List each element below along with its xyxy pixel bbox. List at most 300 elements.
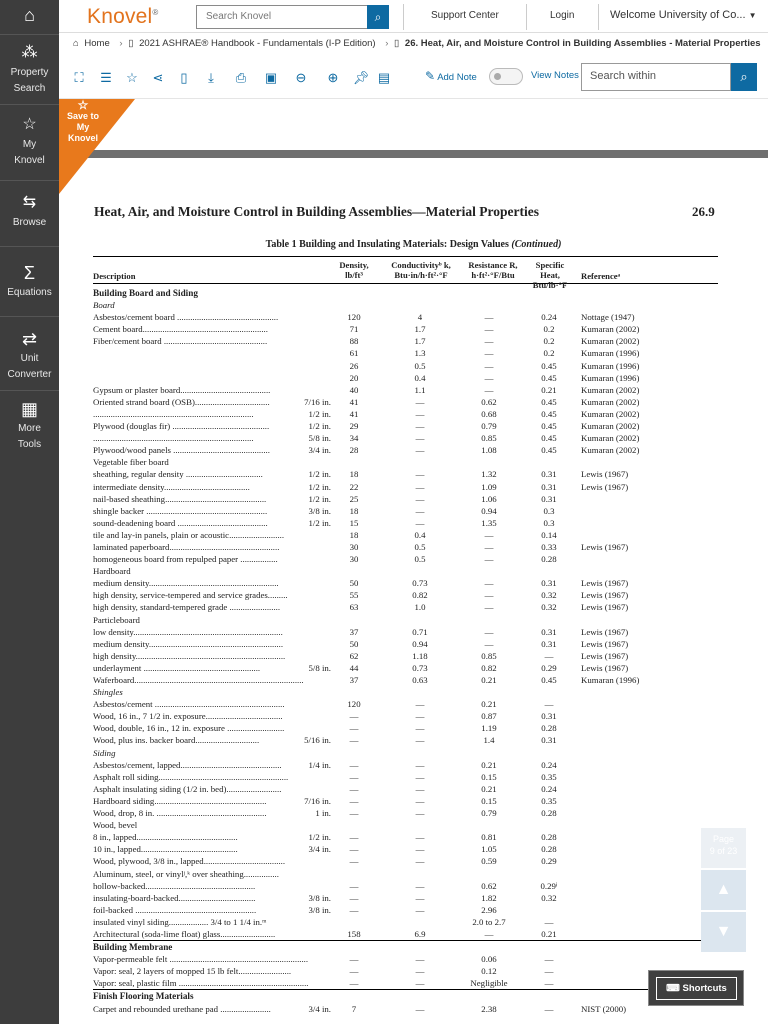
row-conductivity: — [415, 469, 425, 480]
row-thickness: 3/8 in. [308, 904, 331, 915]
row-conductivity: 1.18 [412, 650, 428, 661]
row-description: laminated paperboard.................................................. [93, 541, 280, 552]
row-density: 120 [347, 699, 361, 710]
book-icon: ▯ [128, 38, 134, 49]
home-icon: ⌂ [73, 38, 79, 49]
row-description: homogeneous board from repulped paper ................. [93, 554, 278, 565]
notes-toggle[interactable] [489, 68, 523, 85]
search-icon: ⌕ [740, 69, 748, 84]
share-icon[interactable]: ⋖ [152, 70, 164, 85]
table-row [93, 977, 718, 989]
page-icon[interactable]: ▤ [377, 70, 391, 85]
property-search-icon: ⁂ [21, 44, 38, 61]
row-specific-heat: — [544, 1003, 554, 1014]
row-description: ......................................................................... [93, 433, 254, 444]
row-resistance: 0.21 [481, 783, 497, 794]
row-resistance: 2.38 [481, 1003, 497, 1014]
table-row [93, 662, 718, 674]
row-conductivity: — [415, 445, 425, 456]
row-resistance: — [484, 336, 494, 347]
row-resistance: — [484, 554, 494, 565]
row-specific-heat: — [544, 978, 554, 989]
add-note-label: Add Note [437, 72, 477, 83]
row-description: Architectural (soda-lime float) glass......................... [93, 928, 276, 939]
previous-page-button[interactable] [701, 870, 746, 910]
table-row [93, 626, 718, 638]
row-density: — [349, 783, 359, 794]
row-conductivity: — [415, 880, 425, 891]
row-resistance: 0.15 [481, 795, 497, 806]
row-resistance: — [484, 372, 494, 383]
shortcuts-button[interactable] [656, 977, 737, 1000]
search-button[interactable] [367, 5, 389, 29]
row-resistance: 2.0 to 2.7 [472, 916, 506, 927]
row-specific-heat: 0.2 [543, 348, 555, 359]
sidebar-item-browse[interactable] [0, 194, 59, 231]
row-density: — [349, 832, 359, 843]
row-description: Wood, bevel [93, 820, 138, 831]
row-conductivity: 1.7 [414, 324, 426, 335]
row-density: 20 [349, 372, 359, 383]
sidebar-item-property-search[interactable] [0, 44, 59, 97]
table-row [93, 953, 718, 965]
row-resistance: Negligible [470, 978, 508, 989]
row-specific-heat: 0.31 [541, 469, 557, 480]
expand-icon[interactable]: ⛶ [74, 70, 84, 85]
table-row [93, 965, 718, 977]
row-resistance: 0.79 [481, 421, 497, 432]
table-row [93, 638, 718, 650]
row-description: Finish Flooring Materials [93, 991, 194, 1002]
table-row [93, 686, 718, 698]
row-resistance: 0.62 [481, 880, 497, 891]
welcome-text: Welcome University of Co... [610, 9, 746, 21]
list-icon[interactable]: ☰ [100, 70, 112, 85]
row-description: shingle backer ....................................................... [93, 505, 268, 516]
caption-suffix: (Continued) [511, 239, 562, 250]
row-reference: Kumaran (1996) [581, 675, 640, 685]
row-reference: Kumaran (2002) [581, 433, 640, 444]
table-row [93, 928, 718, 940]
row-description: 10 in., lapped............................................ [93, 844, 238, 855]
row-description: Vegetable fiber board [93, 457, 169, 468]
table-row [93, 880, 718, 892]
row-specific-heat: 0.35 [541, 795, 557, 806]
header-divider [598, 4, 599, 30]
row-thickness: 1/4 in. [308, 759, 331, 770]
table-row [93, 432, 718, 444]
document-icon: ▯ [394, 38, 400, 49]
page-title: Heat, Air, and Moisture Control in Building Assemblies—Material Properties [94, 204, 539, 219]
table-row [93, 698, 718, 710]
row-resistance: 0.15 [481, 771, 497, 782]
table-row [93, 384, 718, 396]
table-row [93, 577, 718, 589]
row-resistance: 1.09 [481, 481, 497, 492]
row-thickness: 1/2 in. [308, 421, 331, 432]
row-density: 26 [349, 360, 359, 371]
row-specific-heat: 0.32 [541, 590, 557, 601]
row-conductivity: 0.71 [412, 626, 428, 637]
row-density: 37 [349, 675, 359, 685]
row-density: 41 [349, 408, 359, 419]
materials-table [93, 256, 718, 1015]
keyboard-icon: ⌨ [666, 983, 680, 994]
row-density: 7 [351, 1003, 357, 1014]
row-density: — [349, 711, 359, 722]
row-specific-heat: 0.2 [543, 336, 555, 347]
row-description: Board [93, 300, 115, 311]
row-description: Hardboard siding................................................... [93, 795, 267, 806]
row-specific-heat: 0.31 [541, 578, 557, 589]
row-resistance: — [484, 578, 494, 589]
row-conductivity: — [415, 783, 425, 794]
row-description: Wood, 16 in., 7 1/2 in. exposure................................... [93, 711, 283, 722]
sidebar-item-unit-converter[interactable] [0, 330, 59, 383]
row-description: sound-deadening board ......................................... [93, 517, 268, 528]
row-thickness: 3/8 in. [308, 892, 331, 903]
search-knovel-input[interactable]: Search Knovel [196, 5, 368, 29]
row-resistance: 0.21 [481, 675, 497, 685]
row-reference: Kumaran (2002) [581, 324, 640, 335]
table-row [93, 650, 718, 662]
arrow-up-icon: ▲ [715, 881, 732, 898]
row-specific-heat: 0.14 [541, 529, 557, 540]
comment-icon[interactable]: ▣ [264, 70, 278, 85]
row-conductivity: 0.63 [412, 675, 428, 685]
row-reference: Lewis (1967) [581, 578, 629, 589]
row-specific-heat: 0.32 [541, 892, 557, 903]
row-description: insulating-board-backed................................... [93, 892, 256, 903]
zoom-in-icon[interactable]: ⊕ [327, 70, 339, 85]
row-description: Building Board and Siding [93, 288, 198, 298]
row-reference: Lewis (1967) [581, 481, 629, 492]
view-notes-link[interactable]: View Notes [531, 70, 579, 81]
breadcrumb-book[interactable]: 2021 ASHRAE® Handbook - Fundamentals (I-P Edition) [139, 38, 376, 49]
table-row [93, 710, 718, 722]
table-row [93, 904, 718, 916]
row-reference: Kumaran (1996) [581, 360, 640, 371]
table-row [93, 759, 718, 771]
row-conductivity: 1.0 [414, 602, 426, 613]
table-row [93, 831, 718, 843]
row-conductivity: — [415, 493, 425, 504]
mobile-icon[interactable]: ▯ [180, 70, 188, 85]
row-density: 15 [349, 517, 359, 528]
zoom-out-icon[interactable]: ⊖ [295, 70, 307, 85]
row-density: 41 [349, 396, 359, 407]
table-row [93, 517, 718, 529]
row-density: 50 [349, 638, 359, 649]
row-specific-heat: 0.45 [541, 433, 557, 444]
row-conductivity: 0.73 [412, 578, 428, 589]
row-reference: Lewis (1967) [581, 590, 629, 601]
row-density: — [349, 904, 359, 915]
row-conductivity: — [415, 481, 425, 492]
knovel-logo[interactable]: Knovel® [87, 5, 159, 28]
row-conductivity: — [415, 421, 425, 432]
row-conductivity: 0.5 [414, 360, 426, 371]
row-density: 30 [349, 554, 359, 565]
table-row [93, 941, 718, 953]
add-note-button[interactable] [425, 69, 477, 83]
row-reference: Kumaran (2002) [581, 445, 640, 456]
row-density: 37 [349, 626, 359, 637]
table-row [93, 868, 718, 880]
row-resistance: 0.85 [481, 433, 497, 444]
row-density: 63 [349, 602, 359, 613]
sidebar-label: Equations [7, 287, 52, 298]
row-resistance: — [484, 590, 494, 601]
page-label: Page [712, 834, 735, 844]
row-thickness: 3/4 in. [308, 1003, 331, 1014]
col-resistance: Resistance R, h·ft²·°F/Btu [468, 260, 518, 280]
page-number: 26.9 [692, 204, 715, 219]
row-resistance: 0.79 [481, 808, 497, 819]
row-density: — [349, 723, 359, 734]
row-reference: Lewis (1967) [581, 650, 629, 661]
print-icon[interactable]: ⎙ [235, 70, 247, 85]
row-density: 120 [347, 312, 361, 323]
table-row [93, 505, 718, 517]
row-description: Waferboard............................................................................. [93, 675, 304, 685]
home-icon: ⌂ [24, 5, 35, 25]
grid-icon: ▦ [20, 399, 38, 419]
row-density: 25 [349, 493, 359, 504]
row-conductivity: — [415, 771, 425, 782]
row-resistance: 1.19 [481, 723, 497, 734]
table-row [93, 674, 718, 686]
row-conductivity: 0.94 [412, 638, 428, 649]
top-header [59, 0, 768, 33]
col-description: Description [93, 271, 136, 281]
row-resistance: — [484, 384, 494, 395]
table-body [93, 284, 718, 1015]
row-density: 71 [349, 324, 359, 335]
document-top-bar [59, 150, 768, 158]
row-density: 18 [349, 469, 359, 480]
sidebar-divider [0, 180, 59, 181]
row-conductivity: — [415, 711, 425, 722]
row-description: Plywood/wood panels ............................................ [93, 445, 270, 456]
row-specific-heat: 0.45 [541, 421, 557, 432]
row-thickness: 3/4 in. [308, 844, 331, 855]
row-thickness: 1 in. [315, 808, 331, 819]
row-description: Asphalt insulating siding (1/2 in. bed)......................... [93, 783, 282, 794]
sidebar-label: Unit Converter [7, 353, 52, 380]
row-conductivity: 6.9 [414, 928, 426, 939]
row-resistance: 0.68 [481, 408, 497, 419]
row-resistance: 0.21 [481, 759, 497, 770]
row-conductivity: — [415, 832, 425, 843]
table-row [93, 843, 718, 855]
star-icon: ☆ [77, 98, 89, 112]
row-description: Carpet and rebounded urethane pad ....................... [93, 1003, 271, 1014]
row-thickness: 1/2 in. [308, 517, 331, 528]
row-resistance: 1.05 [481, 844, 497, 855]
sidebar-divider [0, 316, 59, 317]
search-within-input[interactable]: Search within [581, 63, 731, 91]
row-conductivity: 1.3 [414, 348, 426, 359]
save-to-my-knovel-label[interactable] [63, 100, 103, 144]
row-resistance: 0.12 [481, 966, 497, 977]
row-conductivity: — [415, 844, 425, 855]
row-density: 28 [349, 445, 359, 456]
row-thickness: 3/4 in. [308, 445, 331, 456]
row-specific-heat: 0.28 [541, 554, 557, 565]
row-conductivity: — [415, 856, 425, 867]
sidebar-label: My Knovel [14, 139, 45, 166]
row-resistance: — [484, 312, 494, 323]
table-row [93, 396, 718, 408]
row-resistance: 1.35 [481, 517, 497, 528]
row-description: Plywood (douglas fir) ............................................ [93, 421, 270, 432]
row-reference: Lewis (1967) [581, 662, 629, 673]
breadcrumb-home[interactable]: Home [84, 38, 110, 49]
page-indicator [701, 828, 746, 868]
row-conductivity: 0.5 [414, 554, 426, 565]
row-conductivity: — [415, 978, 425, 989]
sidebar-label: Property Search [10, 67, 49, 94]
row-conductivity: 0.73 [412, 662, 428, 673]
row-resistance: — [484, 348, 494, 359]
document-page [59, 158, 768, 1024]
table-row [93, 601, 718, 613]
row-thickness: 1/2 in. [308, 481, 331, 492]
row-thickness: 5/16 in. [304, 735, 331, 746]
row-specific-heat: 0.35 [541, 771, 557, 782]
row-resistance: 0.21 [481, 699, 497, 710]
table-row [93, 372, 718, 384]
table-row [93, 335, 718, 347]
row-description: foil-backed ....................................................... [93, 904, 257, 915]
table-row [93, 493, 718, 505]
row-conductivity: — [415, 759, 425, 770]
row-description: Siding [93, 747, 116, 758]
row-specific-heat: 0.33 [541, 541, 557, 552]
row-reference: Kumaran (2002) [581, 384, 640, 395]
table-row [93, 1003, 718, 1015]
table-row [93, 468, 718, 480]
search-icon: ⌕ [374, 10, 382, 24]
row-description: Asbestos/cement board .............................................. [93, 312, 279, 323]
row-description: hollow-backed.................................................. [93, 880, 256, 891]
row-conductivity: 1.1 [414, 384, 426, 395]
row-specific-heat: 0.24 [541, 312, 557, 323]
row-density: 18 [349, 529, 359, 540]
row-density: — [349, 844, 359, 855]
row-resistance: — [484, 541, 494, 552]
row-specific-heat: 0.45 [541, 360, 557, 371]
row-description: Vapor: seal, 2 layers of mopped 15 lb felt........................ [93, 966, 292, 977]
row-description: nail-based sheathing.............................................. [93, 493, 267, 504]
row-specific-heat: 0.45 [541, 675, 557, 685]
row-resistance: 1.06 [481, 493, 497, 504]
sidebar-home[interactable] [0, 6, 59, 27]
sidebar-item-equations[interactable] [0, 264, 59, 301]
row-resistance: — [484, 928, 494, 939]
row-specific-heat: 0.24 [541, 759, 557, 770]
sidebar-item-more-tools[interactable] [0, 400, 59, 453]
table-row [93, 771, 718, 783]
sidebar-item-my-knovel[interactable] [0, 116, 59, 169]
row-specific-heat: 0.21 [541, 928, 557, 939]
support-center-link[interactable]: Support Center [431, 10, 499, 21]
table-row [93, 892, 718, 904]
pin-icon[interactable]: 📌︎ [352, 70, 370, 85]
row-conductivity: — [415, 517, 425, 528]
row-resistance: 0.06 [481, 954, 497, 965]
table-row [93, 481, 718, 493]
row-description: medium density........................................................... [93, 578, 279, 589]
chevron-right-icon: › [385, 38, 389, 49]
row-reference: Kumaran (2002) [581, 396, 640, 407]
sidebar-label: Browse [12, 217, 47, 228]
row-conductivity: — [415, 735, 425, 746]
row-description: Asbestos/cement ........................................................... [93, 699, 285, 710]
search-within-button[interactable] [731, 63, 757, 91]
row-thickness: 1/2 in. [308, 469, 331, 480]
row-reference: Kumaran (2002) [581, 408, 640, 419]
row-specific-heat: 0.3 [543, 505, 555, 516]
table-header [93, 257, 718, 290]
col-conductivity: Conductivityᵇ k, Btu·in/h·ft²·°F [391, 260, 451, 280]
row-description: high density.................................................................... [93, 650, 286, 661]
sidebar-label: More Tools [17, 423, 42, 450]
star-icon: ☆ [22, 116, 37, 133]
row-conductivity: — [415, 795, 425, 806]
row-density: 50 [349, 578, 359, 589]
row-description: Hardboard [93, 566, 131, 577]
row-density: — [349, 856, 359, 867]
row-description: sheathing, regular density ................................... [93, 469, 263, 480]
document-toolbar [59, 57, 768, 99]
row-thickness: 5/8 in. [308, 433, 331, 444]
row-conductivity: 0.82 [412, 590, 428, 601]
star-icon[interactable]: ☆ [126, 70, 138, 85]
signpost-icon: ⇆ [22, 194, 37, 211]
table-row [93, 783, 718, 795]
row-density: — [349, 880, 359, 891]
table-row [93, 819, 718, 831]
row-description: Building Membrane [93, 942, 173, 953]
sidebar-divider [0, 390, 59, 391]
row-density: — [349, 808, 359, 819]
next-page-button[interactable] [701, 912, 746, 952]
row-description: insulated vinyl siding.................. 3/4 to 1 1/4 in.ᵐ [93, 916, 267, 927]
login-link[interactable]: Login [550, 10, 575, 21]
row-description: Shingles [93, 687, 123, 698]
row-specific-heat: 0.29 [541, 662, 557, 673]
toggle-knob [494, 73, 501, 80]
row-specific-heat: — [544, 650, 554, 661]
row-specific-heat: — [544, 916, 554, 927]
row-specific-heat: 0.31 [541, 711, 557, 722]
download-icon[interactable]: ⤓ [208, 70, 214, 85]
row-reference: Lewis (1967) [581, 541, 629, 552]
row-conductivity: 0.4 [414, 529, 426, 540]
row-density: — [349, 771, 359, 782]
welcome-menu[interactable] [610, 9, 757, 21]
row-resistance: — [484, 324, 494, 335]
row-description: Aluminum, steel, or vinylʲ,ᵏ over sheathing................ [93, 868, 279, 879]
row-specific-heat: — [544, 699, 554, 710]
row-resistance: — [484, 529, 494, 540]
table-row [93, 299, 718, 311]
chevron-right-icon: › [119, 38, 123, 49]
row-specific-heat: 0.3 [543, 517, 555, 528]
row-reference: Lewis (1967) [581, 638, 629, 649]
